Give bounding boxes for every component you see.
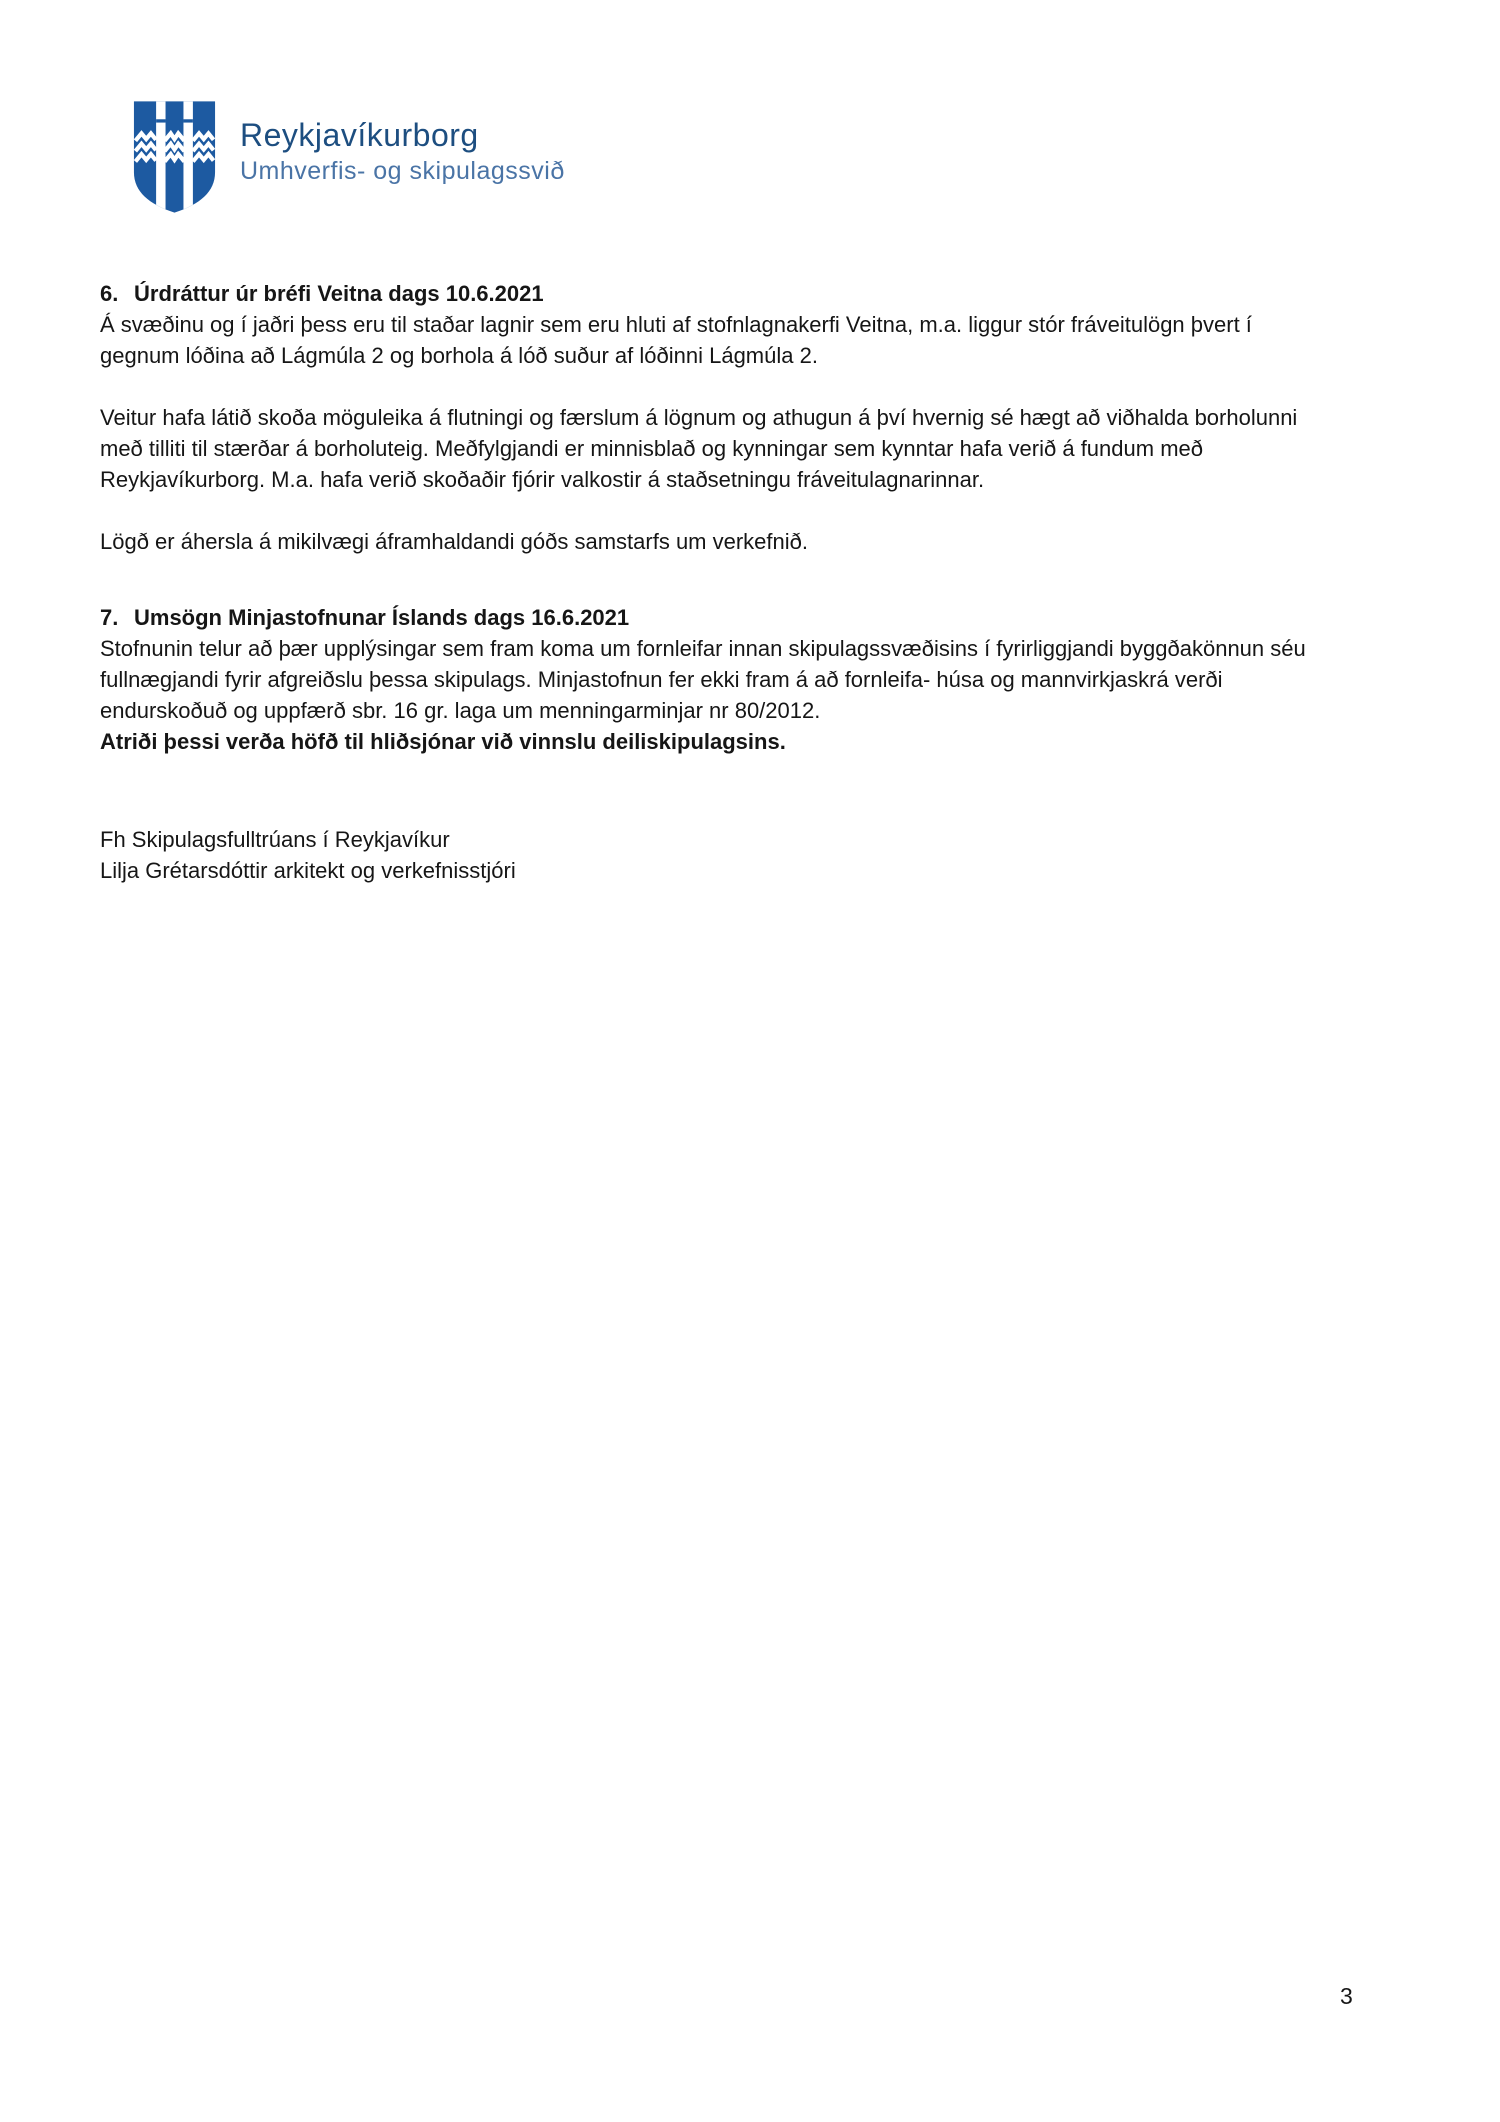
reykjavik-coat-of-arms-icon (133, 100, 216, 214)
letterhead (133, 100, 565, 214)
org-name: Reykjavíkurborg (240, 117, 479, 153)
section-6-title: Úrdráttur úr bréfi Veitna dags 10.6.2021 (134, 281, 544, 306)
section-6-paragraph-1: Á svæðinu og í jaðri þess eru til staðar lagnir sem eru hluti af stofnlagnakerfi Veitna, m.a. liggur stór fráveitulögn þvert í gegnum lóðina að Lágmúla 2 og borhola á lóð suður af lóðinni Lágmúla 2. (100, 312, 1252, 368)
signature-block (100, 824, 1332, 886)
section-7 (100, 602, 1332, 726)
section-7-heading (100, 602, 1332, 633)
section-6-number: 6. (100, 281, 119, 306)
signature-role-line: Fh Skipulagsfulltrúans í Reykjavíkur (100, 827, 450, 852)
section-7-paragraph-1: Stofnunin telur að þær upplýsingar sem fram koma um fornleifar innan skipulagssvæðisins í fyrirliggjandi byggðakönnun séu fullnægjandi fyrir afgreiðslu þessa skipulags. Minjastofnun fer ekki fram á að fornleifa- húsa og mannvirkjaskrá verði endurskoðuð og uppfærð sbr. 16 gr. laga um menningarminjar nr 80/2012. (100, 636, 1306, 723)
signature-name-line: Lilja Grétarsdóttir arkitekt og verkefnisstjóri (100, 858, 516, 883)
section-7-number: 7. (100, 605, 119, 630)
section-6-paragraph-2: Veitur hafa látið skoða möguleika á flutningi og færslum á lögnum og athugun á því hvernig sé hægt að viðhalda borholunni með tilliti til stærðar á borholuteig. Meðfylgjandi er minnisblað og kynningar sem kynntar hafa verið á fundum með Reykjavíkurborg. M.a. hafa verið skoðaðir fjórir valkostir á staðsetningu fráveitulagnarinnar. (100, 405, 1298, 492)
org-division: Umhverfis- og skipulagssvið (240, 157, 565, 185)
section-6-heading (100, 278, 1332, 309)
section-6 (100, 278, 1332, 557)
conclusion-line: Atriði þessi verða höfð til hliðsjónar við vinnslu deiliskipulagsins. (100, 729, 786, 754)
page-number: 3 (1340, 1983, 1353, 2009)
org-text-block (240, 100, 565, 185)
section-7-title: Umsögn Minjastofnunar Íslands dags 16.6.2021 (134, 605, 630, 630)
section-6-paragraph-3: Lögð er áhersla á mikilvægi áframhaldandi góðs samstarfs um verkefnið. (100, 529, 808, 554)
letter-body (100, 278, 1332, 886)
